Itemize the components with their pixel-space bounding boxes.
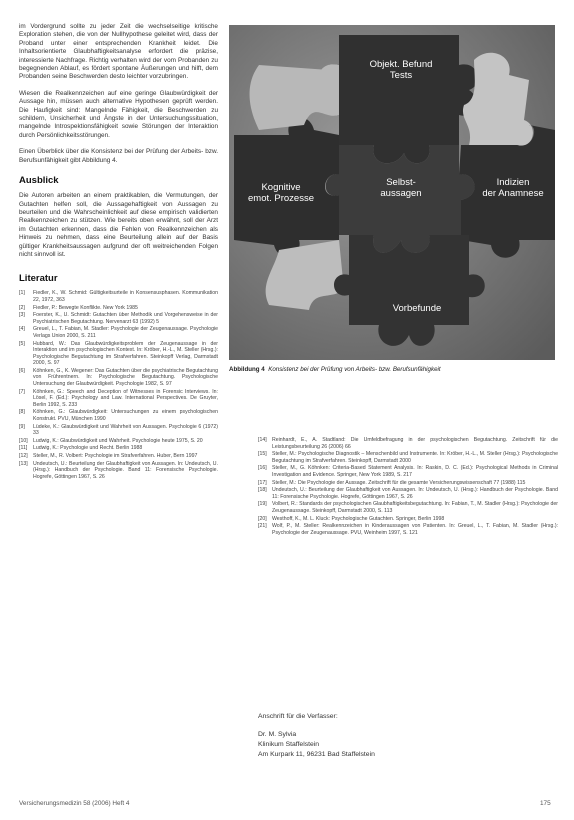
- reference-text: Volbert, R.: Standards der psychologischen Glaubhaftigkeitsbegutachtung. In: Fabian, T., M. Stadler (Hrsg.): Psychologie der Zeugenaussage. Steinkopff, Darmstadt 2000, S. 113: [272, 501, 558, 514]
- reference-number: [17]: [258, 479, 267, 486]
- left-column: [19, 23, 218, 481]
- reference-item: [19, 445, 218, 452]
- reference-number: [9]: [19, 423, 25, 430]
- reference-text: Reinhardt, E., A. Stadtland: Die Umfeldbefragung in der psychologischen Begutachtung. Zeitschrift für die Leistungsbeurteilung 26 (2006) 66: [272, 437, 558, 450]
- reference-item: [19, 305, 218, 312]
- reference-item: [19, 409, 218, 422]
- reference-number: [20]: [258, 515, 267, 522]
- piece-label-line: Indizien: [496, 177, 530, 188]
- reference-item: [258, 480, 558, 487]
- reference-number: [1]: [19, 290, 25, 297]
- piece-label-line: Objekt. Befund: [369, 59, 433, 70]
- reference-text: Köhnken, G., K. Wegener: Das Gutachten über die psychiatrische Begutachtung von Frührentnern. In: Psychologische Begutachtung. Psychologische Untersuchung der Glaubwürdigkeit. Psychologie 1982, S. 97: [33, 367, 218, 388]
- caption-label: Abbildung 4: [229, 366, 265, 373]
- puzzle-figure: [229, 25, 555, 360]
- body-paragraph: Einen Überblick über die Konsistenz bei der Prüfung der Arbeits- bzw. Berufsunfähigkeit gibt Abbildung 4.: [19, 148, 218, 164]
- piece-label-line: Selbst-: [386, 177, 416, 188]
- footer-page-number: 175: [540, 800, 551, 807]
- reference-number: [4]: [19, 326, 25, 333]
- body-paragraph: Die Autoren arbeiten an einem praktikablen, die Vermutungen, der Gutachten helfen soll, die Aussagehaftigkeit von Aussagen zu beurteilen und die Wahrscheinlichkeit auf diese empirisch validierten Realkennzeichen zu stützen. Wie bereits oben erwähnt, soll der Arzt im Gutachten erkennen, dass die Fehlen von Realkennzeichen als Hinweis zu nehmen, dass eine Beurteilung allein auf der Basis gültiger Krankheitsaussagen aufgrund der oft weitreichenden Folgen nicht sinnvoll ist.: [19, 192, 218, 258]
- piece-label-line: aussagen: [380, 188, 422, 199]
- piece-label-selbstaussagen: [380, 177, 421, 199]
- figure-caption: [229, 366, 559, 373]
- reference-text: Wolf, P., M. Steller: Realkennzeichen in Kinderaussagen von Patienten. In: Greuel, L., T. Fabian, M. Stadler (Hrsg.): Psychologie der Zeugenaussage. PVU, Weinheim 1997, S. 121: [272, 523, 558, 536]
- reference-text: Greuel, L., T. Fabian, M. Stadler: Psychologie der Zeugenaussage. Psychologie Verlags Union 2000, S. 211: [33, 326, 218, 339]
- section-heading-ausblick: Ausblick: [19, 175, 59, 187]
- reference-item: [19, 290, 218, 303]
- address-line: Dr. M. Sylvia: [258, 731, 297, 738]
- reference-text: Foerster, K., U. Schmidt: Gutachten über Methodik und Vorgehensweise in der Psychiatrischen Begutachtung. Nervenarzt 63 (1992) 5: [33, 312, 218, 325]
- reference-list: [19, 290, 218, 480]
- address-line: Klinikum Staffelstein: [258, 741, 320, 748]
- reference-number: [2]: [19, 304, 25, 311]
- reference-number: [7]: [19, 388, 25, 395]
- reference-item: [19, 312, 218, 325]
- reference-number: [5]: [19, 340, 25, 347]
- reference-text: Undeutsch, U.: Beurteilung der Glaubhaftigkeit von Aussagen. In: Undeutsch, U. (Hrsg.): Handbuch der Psychologie. Band 11: Forensische Psychologie. Hogrefe, Göttingen 1967, S. 26: [33, 460, 218, 480]
- reference-number: [18]: [258, 487, 267, 494]
- reference-text: Ludwig, K.: Psychologie und Recht. Berlin 1988: [33, 445, 143, 452]
- reference-item: [258, 451, 558, 464]
- body-paragraph: im Vordergrund sollte zu jeder Zeit die wechselseitige kritische Exploration stehen, die von der Nullhypothese geleitet wird, dass der Proband unter einer entsprechenden Krankheit leidet. Die Inhaltsorientierte Glaubhaftigkeitsanalyse erfordert die präzise, interessierte Nachfrage. Richtig verhalten wird der vom Probanden zu begegnenden Ablauf, es fördert spontane Äußerungen und hilft, dem Probanden seine Beschwerden desto leichter vorzubringen.: [19, 23, 218, 81]
- address-line: Am Kurpark 11, 96231 Bad Staffelstein: [258, 751, 375, 758]
- address-label: Anschrift für die Verfasser:: [258, 713, 338, 720]
- reference-number: [13]: [19, 460, 28, 467]
- reference-number: [19]: [258, 501, 267, 508]
- puzzle-illustration: [229, 25, 555, 360]
- reference-number: [8]: [19, 409, 25, 416]
- reference-item: [258, 465, 558, 478]
- reference-text: Fiedler, P.: Bewegte Konflikte. New York 1985: [33, 304, 138, 311]
- reference-text: Lüdeke, K.: Glaubwürdigkeit und Wahrheit von Aussagen. Psychologie 6 (1972) 33: [33, 423, 218, 437]
- piece-label-line: der Anamnese: [482, 188, 544, 199]
- reference-text: Steller, M.: Psychologische Diagnostik – Menschenbild und Instrumente. In: Kröber, H.-L., M. Steller (Hrsg.): Psychologische Begutachtung im Strafverfahren. Steinkopff, Darmstadt 2000: [272, 451, 558, 464]
- piece-label-line: Tests: [389, 70, 413, 81]
- piece-label-line: emot. Prozesse: [248, 193, 314, 204]
- reference-number: [21]: [258, 523, 267, 530]
- piece-label-line: Vorbefunde: [392, 303, 442, 314]
- reference-text: Steller, M., R. Volbert: Psychologie im Strafverfahren. Huber, Bern 1997: [33, 453, 198, 459]
- piece-label-vorbefunde: [393, 303, 442, 314]
- reference-item: [258, 501, 558, 514]
- reference-item: [19, 461, 218, 481]
- reference-item: [19, 341, 218, 367]
- correspondence-address: [258, 712, 375, 760]
- reference-text: Steller, M., G. Köhnken: Criteria-Based Statement Analysis. In: Raskin, D. C. (Ed.): Psychological Methods in Criminal Investigation and Evidence. Springer, New York 1989, S. 217: [272, 465, 558, 478]
- reference-item: [258, 516, 558, 523]
- reference-text: Undeutsch, U.: Beurteilung der Glaubhaftigkeit von Aussagen. In: Undeutsch, U. (Hrsg.): Handbuch der Psychologie. Band 11: Forensische Psychologie. Hogrefe, Göttingen 1967, S. 26: [272, 487, 558, 500]
- reference-item: [19, 368, 218, 388]
- piece-label-line: Kognitive: [261, 182, 301, 193]
- reference-item: [19, 424, 218, 437]
- reference-item: [19, 438, 218, 445]
- reference-number: [16]: [258, 465, 267, 472]
- reference-number: [11]: [19, 445, 28, 452]
- reference-text: Ludwig, K.: Glaubwürdigkeit und Wahrheit. Psychologie heute 1975, S. 20: [33, 437, 203, 444]
- reference-text: Fiedler, K., W. Schmid: Gültigkeitsurteile in Konsensusphasen. Kommunikation 22, 1972, 363: [33, 290, 218, 303]
- reference-number: [6]: [19, 367, 25, 374]
- puzzle-piece-objekt: [320, 35, 477, 163]
- reference-number: [12]: [19, 453, 28, 459]
- reference-item: [258, 523, 558, 536]
- body-paragraph: Wiesen die Realkennzeichen auf eine geringe Glaubwürdigkeit der Aussage hin, müssen auch alternative Hypothesen geprüft werden. Die Haufigkeit sind: Mangelnde Fähigkeit, die Beschwerden zu schildern, Unsicherheit und Ängste in der Untersuchungssituation, mangelnde Introspektionsfähigkeit sowie Störungen der Interaktion durch Persönlichkeitsstörungen.: [19, 89, 218, 139]
- reference-text: Köhnken, G.: Glaubwürdigkeit: Untersuchungen zu einem psychologischen Konstrukt. PVU, München 1990: [33, 409, 218, 423]
- reference-number: [3]: [19, 312, 25, 319]
- reference-text: Westhoff, K., M. L. Kluck: Psychologische Gutachten. Springer, Berlin 1998: [272, 515, 445, 522]
- reference-text: Köhnken, G.: Speech and Deception of Witnesses in Forensic Interviews. In: Lösel, F. (Ed.): Psychology and Law. International Perspectives. De Gruyter, Berlin 1992, S. 233: [33, 388, 218, 408]
- reference-item: [19, 389, 218, 409]
- reference-number: [14]: [258, 437, 267, 443]
- reference-item: [19, 326, 218, 339]
- reference-list: [258, 437, 558, 536]
- section-heading-literatur: Literatur: [19, 273, 58, 285]
- reference-text: Steller, M.: Die Psychologie der Aussage. Zeitschrift für die gesamte Versicherungswissenschaft 77 (1988) 115: [272, 479, 526, 486]
- reference-number: [15]: [258, 451, 267, 458]
- reference-number: [10]: [19, 437, 28, 444]
- caption-text: Konsistenz bei der Prüfung von Arbeits- bzw. Berufsunfähigkeit: [268, 366, 441, 373]
- right-column: [258, 437, 558, 537]
- footer-journal: Versicherungsmedizin 58 (2006) Heft 4: [19, 800, 130, 807]
- reference-text: Hubbard, W.: Das Glaubwürdigkeitsproblem der Zeugenaussage in der Interaktion und im psychologischen Kontext. In: Kröber, H.-L., M. Steller (Hrsg.): Psychologische Begutachtung im Strafverfahren. Steinkopff Verlag, Darmstadt 2000, S. 97: [33, 340, 218, 367]
- reference-item: [258, 437, 558, 450]
- reference-item: [258, 487, 558, 500]
- reference-item: [19, 453, 218, 460]
